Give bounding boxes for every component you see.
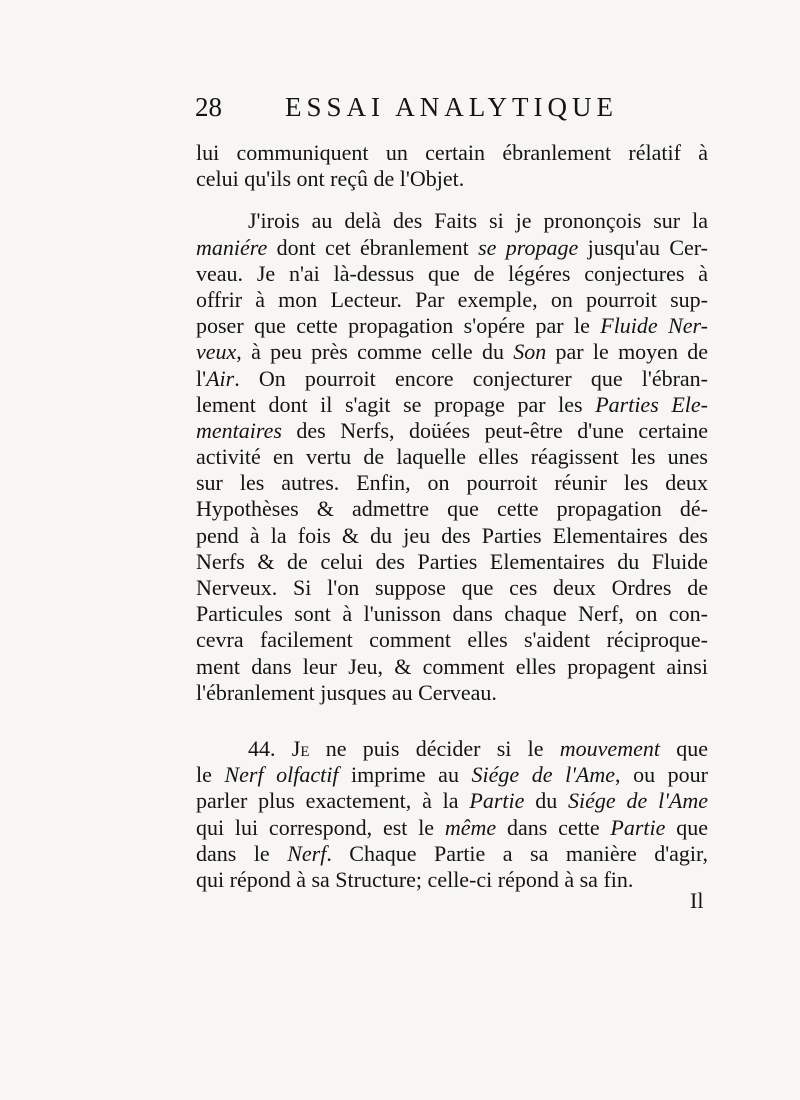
text-run: dans cette	[496, 814, 611, 840]
italic-run: Partie	[469, 788, 525, 814]
text-line	[196, 575, 708, 601]
italic-run: se propage	[478, 234, 579, 260]
italic-run: Fluide Ner-	[600, 313, 708, 339]
text-line	[196, 496, 708, 522]
italic-run: Siége de l'Ame	[568, 788, 709, 814]
italic-run: veux	[196, 339, 237, 365]
text-run: du	[524, 788, 569, 814]
text-line	[196, 392, 708, 418]
text-line	[196, 815, 708, 841]
text-run: , ou pour	[615, 762, 708, 788]
text-line	[196, 841, 708, 867]
text-run: que	[665, 814, 708, 840]
paragraph-continuation	[196, 140, 708, 192]
text-run: des Nerfs, doüées peut-être d'une certaine	[281, 417, 708, 443]
text-run: qui répond à sa Structure; celle-ci répond à sa fin.	[196, 866, 634, 892]
italic-run: Parties Ele-	[595, 391, 708, 417]
text-run: Nerfs & de celui des Parties Elementaires du Fluide	[196, 548, 708, 574]
text-run: Particules sont à l'unisson dans chaque Nerf, on con-	[196, 601, 708, 627]
text-run: . Chaque Partie a sa manière d'agir,	[326, 840, 708, 866]
paragraph-gap	[196, 192, 708, 208]
text-line	[196, 235, 708, 261]
text-run: jusqu'au Cer-	[578, 234, 708, 260]
text-run: Nerveux. Si l'on suppose que ces deux Ordres de	[196, 575, 708, 600]
text-run: offrir à mon Lecteur. Par exemple, on pourroit sup-	[196, 286, 708, 312]
text-run: ment dans leur Jeu, & comment elles propagent ainsi	[196, 653, 708, 679]
text-line	[196, 523, 708, 549]
text-line	[196, 313, 708, 339]
text-line	[196, 601, 708, 627]
text-run: veau. Je n'ai là-dessus que de légéres conjectures à	[196, 260, 708, 286]
page-number: 28	[195, 92, 222, 122]
text-line	[196, 654, 708, 680]
italic-run: Siége de l'Ame	[471, 762, 615, 788]
text-run: J'irois au delà des Faits si je prononçois sur la	[248, 208, 708, 234]
text-run: cevra facilement comment elles s'aident réciproque-	[196, 627, 708, 653]
text-run: activité en vertu de laquelle elles réagissent les unes	[196, 444, 708, 470]
smallcaps-run: Je	[291, 735, 310, 761]
text-run: sur les autres. Enfin, on pourroit réunir les deux	[196, 470, 708, 496]
text-line	[196, 680, 708, 706]
text-line	[196, 444, 708, 470]
text-run: poser que cette propagation s'opére par le	[196, 313, 601, 339]
italic-run: Air	[206, 365, 235, 391]
text-line	[196, 208, 708, 234]
text-run: ne puis décider si le	[309, 735, 560, 761]
text-run: qui lui correspond, est le	[196, 814, 445, 840]
italic-run: maniére	[196, 234, 268, 260]
text-line	[196, 736, 708, 762]
italic-run: Nerf olfactif	[224, 762, 339, 788]
text-line	[196, 287, 708, 313]
text-run: parler plus exactement, à la	[196, 788, 470, 814]
italic-run: Partie	[610, 814, 666, 840]
paragraph-propagation	[196, 208, 708, 706]
paragraph-44	[196, 736, 708, 893]
text-line	[196, 762, 708, 788]
italic-run: même	[444, 814, 497, 840]
text-line	[196, 339, 708, 365]
text-run: Hypothèses & admettre que cette propagation dé-	[196, 496, 708, 522]
text-line	[196, 549, 708, 575]
text-run: pend à la fois & du jeu des Parties Elementaires des	[196, 522, 708, 548]
text-run: le	[196, 762, 225, 788]
catchword: Il	[690, 888, 704, 913]
italic-run: mouvement	[559, 735, 660, 761]
text-line	[196, 470, 708, 496]
page-header	[195, 92, 715, 132]
text-run: l'	[196, 365, 207, 391]
text-line: lui communiquent un certain ébranlement rélatif à	[196, 140, 708, 165]
text-run: dans le	[196, 840, 288, 866]
text-line: celui qu'ils ont reçû de l'Objet.	[196, 166, 465, 192]
text-line	[196, 788, 708, 814]
text-run: l'ébranlement jusques au Cerveau.	[196, 679, 497, 705]
italic-run: Nerf	[287, 840, 327, 866]
text-line	[196, 418, 708, 444]
text-run: , à peu près comme celle du	[236, 339, 514, 365]
text-line	[196, 366, 708, 392]
paragraph-gap	[196, 706, 708, 736]
text-line	[196, 867, 708, 893]
text-run: par le moyen de	[546, 339, 708, 365]
italic-run: Son	[513, 339, 547, 365]
page-body	[196, 140, 708, 893]
italic-run: mentaires	[196, 417, 282, 443]
running-title: ESSAI ANALYTIQUE	[285, 92, 619, 122]
text-run: lement dont il s'agit se propage par les	[196, 391, 596, 417]
text-run: imprime au	[338, 762, 472, 788]
text-run: . On pourroit encore conjecturer que l'ébran-	[234, 365, 708, 391]
text-run: dont cet ébranlement	[267, 234, 479, 260]
text-line	[196, 261, 708, 287]
text-run: 44.	[248, 735, 292, 761]
text-line	[196, 627, 708, 653]
text-run: que	[659, 735, 708, 761]
